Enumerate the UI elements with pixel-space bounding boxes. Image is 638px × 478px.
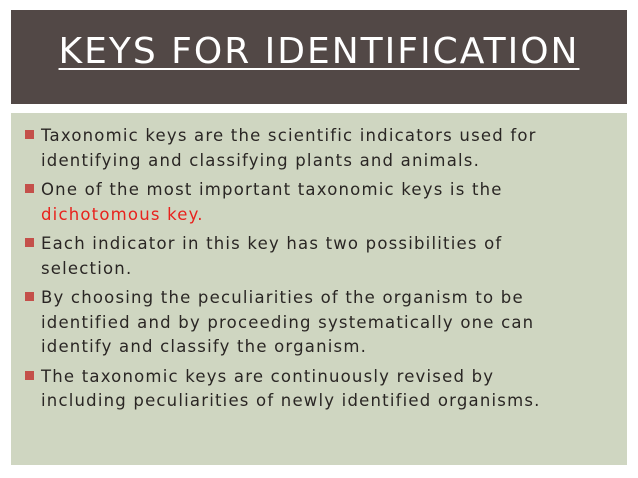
bullet-item xyxy=(25,365,621,414)
bullet-item xyxy=(25,286,621,360)
bullet-text-line: By choosing the peculiarities of the organism to be xyxy=(41,288,524,307)
bullet-list xyxy=(25,124,621,419)
bullet-item xyxy=(25,232,621,281)
square-bullet-icon xyxy=(25,184,34,193)
highlighted-term: dichotomous key. xyxy=(41,204,204,224)
bullet-text-line: Each indicator in this key has two possibilities of xyxy=(41,234,503,253)
square-bullet-icon xyxy=(25,292,34,301)
square-bullet-icon xyxy=(25,130,34,139)
bullet-text-line: One of the most important taxonomic keys is the xyxy=(41,180,503,199)
bullet-text-line: including peculiarities of newly identified organisms. xyxy=(41,391,541,410)
body-panel xyxy=(11,113,627,465)
bullet-item xyxy=(25,178,621,227)
bullet-text-line: identifying and classifying plants and animals. xyxy=(41,150,481,170)
slide-title: KEYS FOR IDENTIFICATION xyxy=(58,31,580,72)
title-bar xyxy=(11,10,627,104)
bullet-text-line: Taxonomic keys are the scientific indicators used for xyxy=(41,126,537,145)
bullet-item xyxy=(25,124,621,173)
bullet-text-line: identified and by proceeding systematically one can xyxy=(41,312,535,332)
bullet-text-line: identify and classify the organism. xyxy=(41,337,368,356)
square-bullet-icon xyxy=(25,371,34,380)
square-bullet-icon xyxy=(25,238,34,247)
bullet-text-line: The taxonomic keys are continuously revised by xyxy=(41,366,495,386)
bullet-text-line: selection. xyxy=(41,258,133,278)
